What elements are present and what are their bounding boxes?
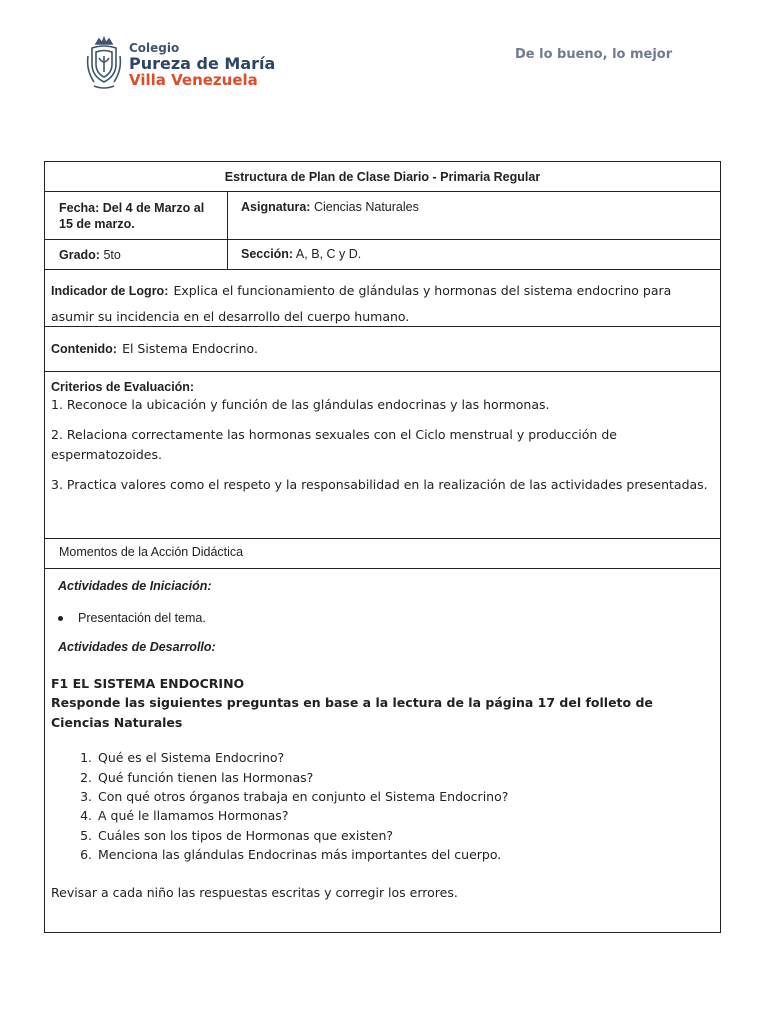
school-line-3: Villa Venezuela (129, 71, 258, 89)
bullet-icon (58, 616, 63, 621)
seccion-label: Sección: (241, 247, 294, 261)
iniciacion-heading: Actividades de Iniciación: (58, 579, 212, 593)
contenido-label: Contenido: (51, 342, 117, 356)
page-header (0, 0, 768, 110)
indicador-value: Explica el funcionamiento de glándulas y hormonas del sistema endocrino para asumir su incidencia en el desarrollo del cuerpo humano. (51, 283, 672, 325)
plan-title: Estructura de Plan de Clase Diario - Primaria Regular (45, 162, 720, 192)
f1-title: F1 EL SISTEMA ENDOCRINO (51, 676, 245, 691)
list-item: 5. Cuáles son los tipos de Hormonas que existen? (96, 826, 710, 845)
iniciacion-item: Presentación del tema. (78, 611, 206, 625)
criterio-item: 1. Reconoce la ubicación y función de las glándulas endocrinas y las hormonas. (51, 397, 550, 412)
questions-list (51, 748, 710, 864)
contenido-row (45, 327, 720, 372)
list-item: 4. A qué le llamamos Hormonas? (96, 806, 710, 825)
school-line-1: Colegio (129, 41, 180, 55)
list-item (58, 611, 710, 625)
grado-label: Grado: (59, 248, 100, 262)
asignatura-label: Asignatura: (241, 200, 311, 214)
list-item: 1. Qué es el Sistema Endocrino? (96, 748, 710, 767)
momentos-row: Momentos de la Acción Didáctica (45, 539, 720, 569)
grado-value: 5to (103, 248, 121, 262)
actividades-row (45, 569, 720, 932)
list-item: 6. Menciona las glándulas Endocrinas más importantes del cuerpo. (96, 845, 710, 864)
list-item: 3. Con qué otros órganos trabaja en conjunto el Sistema Endocrino? (96, 787, 710, 806)
indicador-label: Indicador de Logro: (51, 284, 169, 298)
fecha-cell (45, 192, 228, 239)
class-plan-table (44, 161, 721, 933)
row-grado-seccion (45, 240, 720, 270)
desarrollo-heading: Actividades de Desarrollo: (58, 640, 216, 654)
school-name (129, 42, 275, 88)
grado-cell (45, 240, 228, 269)
list-item: 2. Qué función tienen las Hormonas? (96, 768, 710, 787)
fecha-text: Fecha: Del 4 de Marzo al 15 de marzo. (59, 201, 205, 232)
seccion-value: A, B, C y D. (295, 247, 362, 261)
f1-instruction: Responde las siguientes preguntas en base a la lectura de la página 17 del folleto de Ciencias Naturales (51, 695, 653, 730)
row-fecha-asignatura (45, 192, 720, 240)
criterio-item: 2. Relaciona correctamente las hormonas sexuales con el Ciclo menstrual y producción de espermatozoides. (51, 426, 617, 463)
asignatura-value: Ciencias Naturales (313, 200, 419, 214)
criterios-row (45, 372, 720, 539)
seccion-cell (228, 240, 720, 269)
school-line-2: Pureza de María (129, 54, 276, 73)
crest-icon (84, 36, 124, 92)
criterio-item: 3. Practica valores como el respeto y la responsabilidad en la realización de las actividades presentadas. (51, 476, 708, 492)
criterios-label: Criterios de Evaluación: (51, 380, 195, 394)
contenido-value: El Sistema Endocrino. (122, 341, 258, 356)
school-motto: De lo bueno, lo mejor (515, 47, 673, 62)
f1-block (51, 674, 710, 732)
asignatura-cell (228, 192, 720, 239)
revisar-note: Revisar a cada niño las respuestas escritas y corregir los errores. (51, 885, 458, 901)
indicador-logro-row (45, 270, 720, 327)
